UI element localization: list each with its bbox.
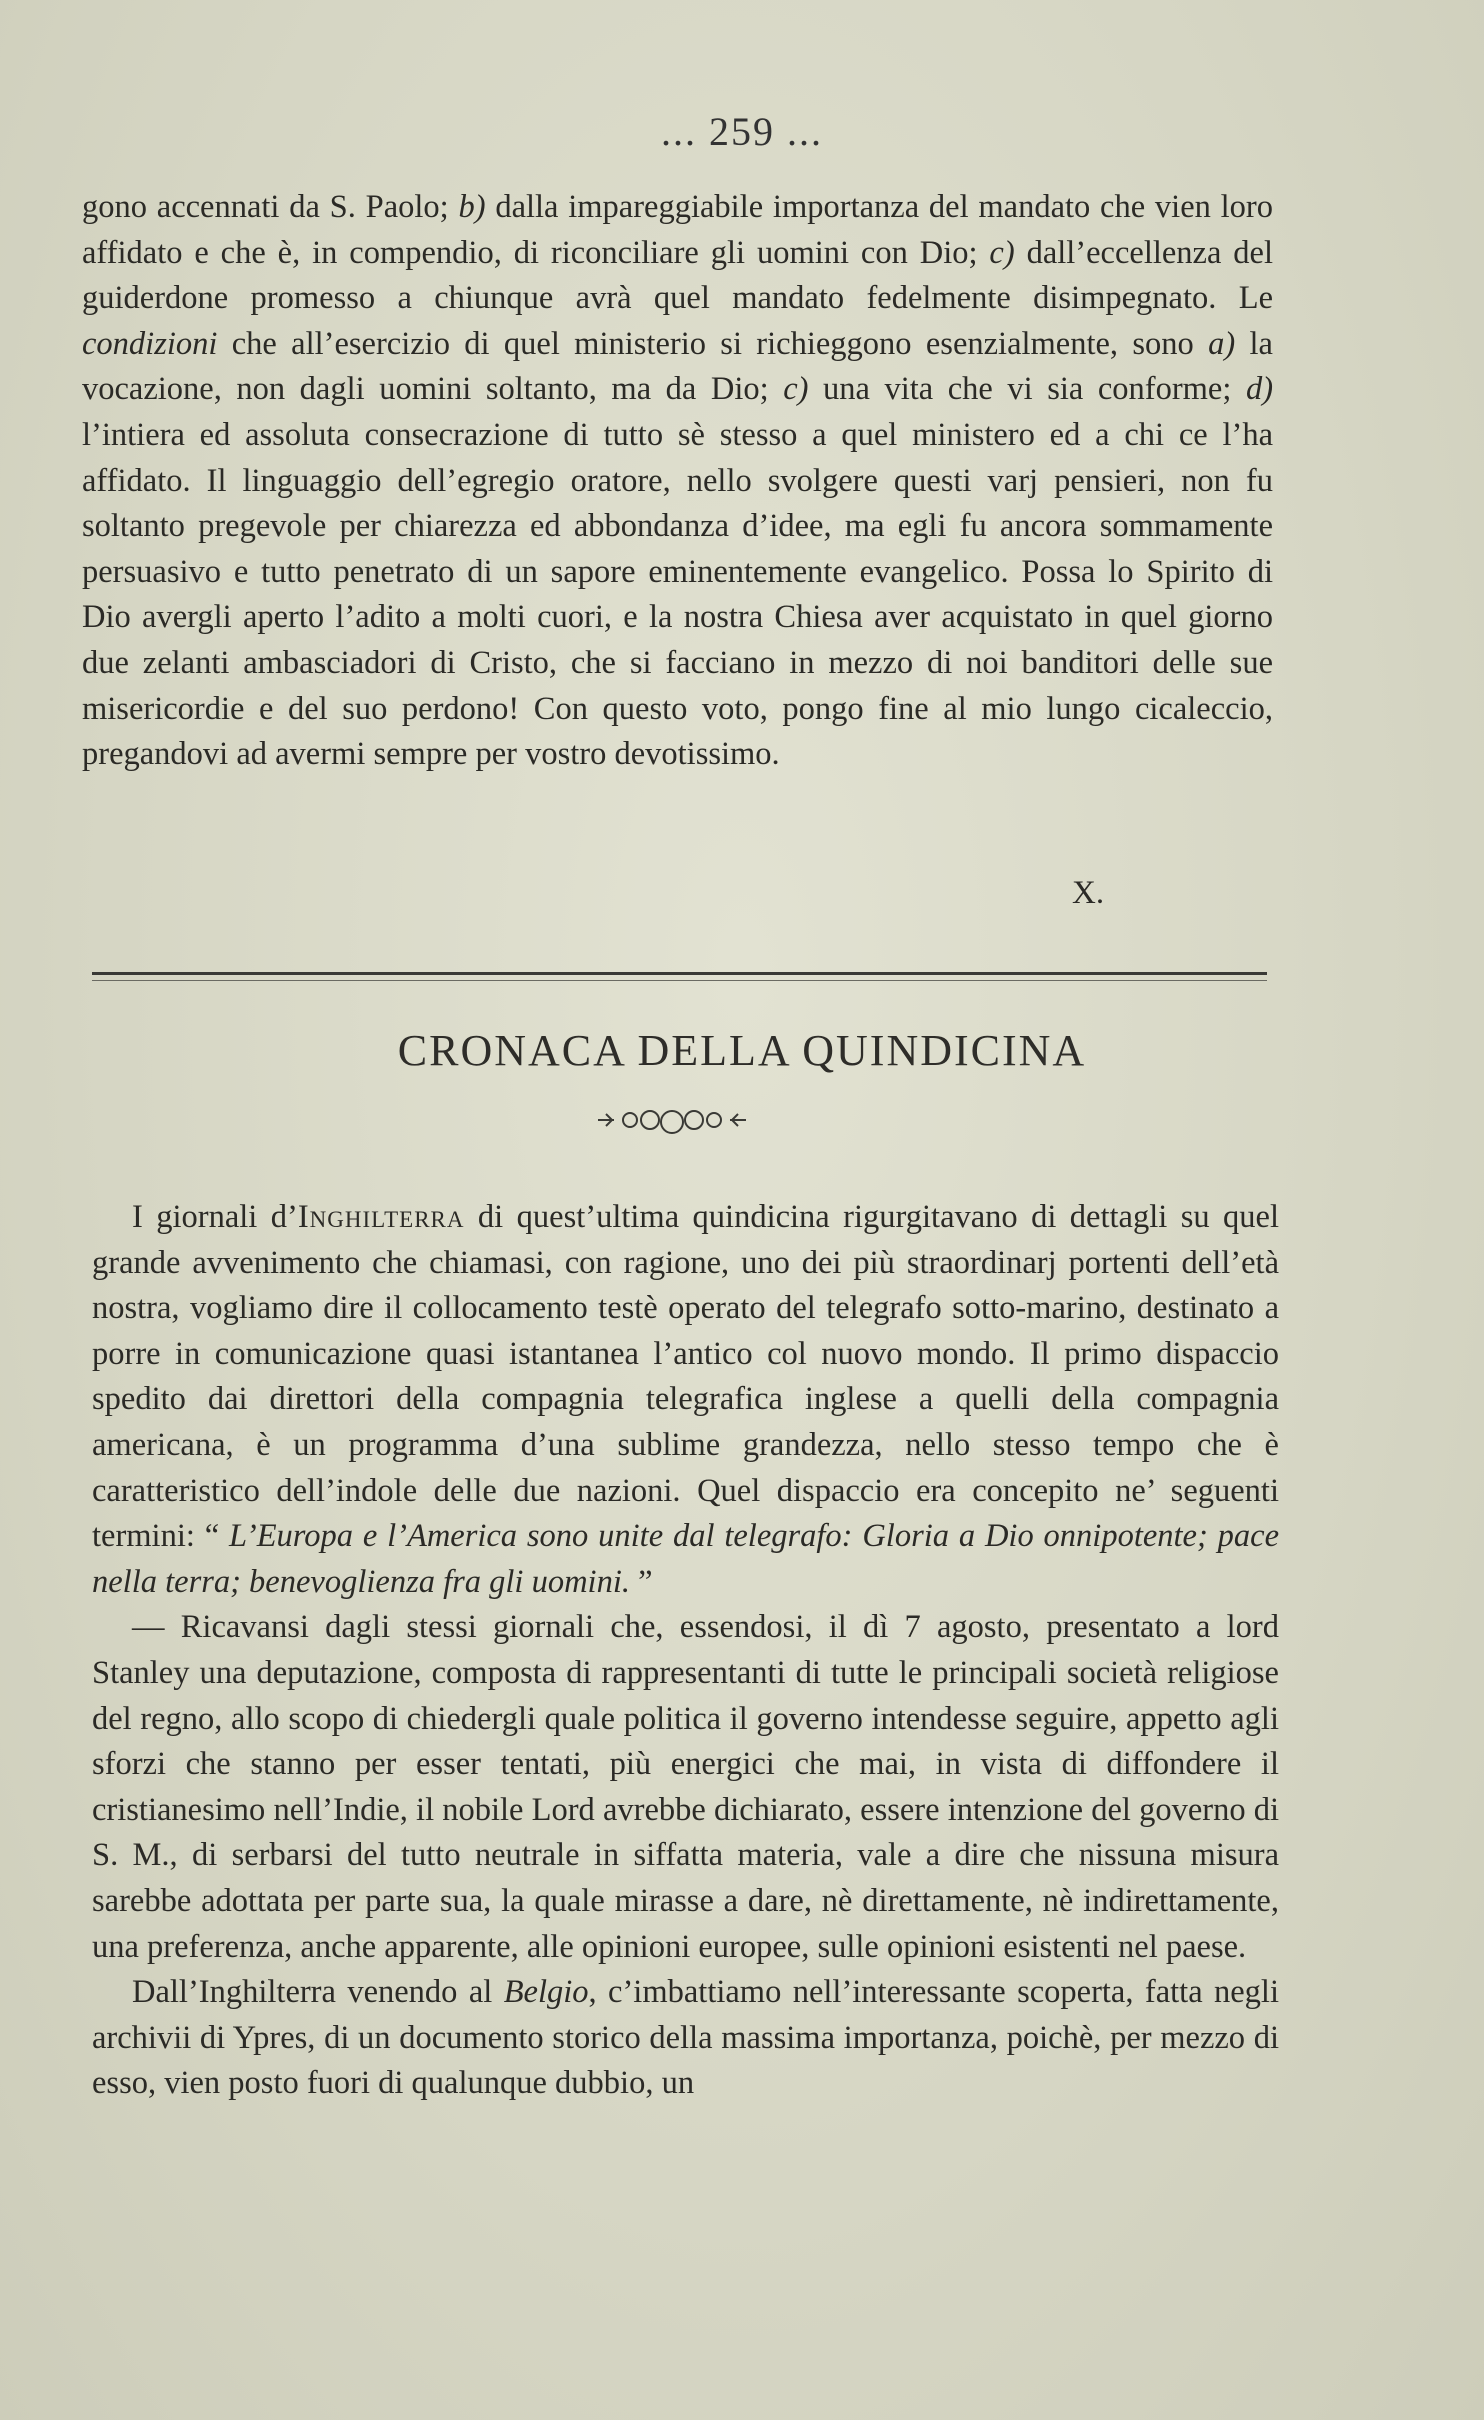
section-title: CRONACA DELLA QUINDICINA — [397, 1026, 1087, 1075]
page-number: ... 259 ... — [661, 109, 823, 154]
chronicle-paragraph-1: I giornali d’Inghilterra di quest’ultima quindicina rigurgitavano di dettagli su quel grande avvenimento che chiamasi, con ragione, uno dei più straordinarj portenti dell’età nostra, vogliamo dire il collocamento testè operato del telegrafo sotto-marino, destinato a porre in comunicazione quasi istantanea l’antico col nuovo mondo. Il primo dispaccio spedito dai direttori della compagnia telegrafica inglese a quelli della compagnia americana, è un programma d’una sublime grandezza, nello stesso tempo che è caratteristico dell’indole delle due nazioni. Quel dispaccio era concepito ne’ seguenti termini: “ L’Europa e l’America sono unite dal telegrafo: Gloria a Dio onnipotente; pace nella terra; benevoglienza fra gli uomini. ” — [92, 1199, 1279, 1600]
chronicle-paragraph-2: — Ricavansi dagli stessi giornali che, essendosi, il dì 7 agosto, presentato a lord Stanley una deputazione, composta di rappresentanti di tutte le principali società religiose del regno, allo scopo di chiedergli quale politica il governo intendesse seguire, appetto agli sforzi che stanno per esser tentati, più energici che mai, in vista di diffondere il cristianesimo nell’Indie, il nobile Lord avrebbe dichiarato, essere intenzione del governo di S. M., di serbarsi del tutto neutrale in siffatta materia, vale a dire che nissuna misura sarebbe adottata per parte sua, la quale mirasse a dare, nè direttamente, nè indirettamente, una preferenza, anche apparente, alle opinioni europee, sulle opinioni esistenti nel paese. — [92, 1609, 1279, 1965]
chronicle-paragraph-3: Dall’Inghilterra venendo al Belgio, c’imbattiamo nell’interessante scoperta, fatta negli archivii di Ypres, di un documento storico della massima importanza, poichè, per mezzo di esso, vien posto fuori di qualunque dubbio, un — [92, 1974, 1279, 2102]
chronicle-text-block — [92, 1195, 1279, 2107]
section-divider — [92, 972, 1267, 975]
ornament-flourish-icon — [592, 1102, 752, 1138]
upper-text-block — [82, 185, 1273, 778]
section-divider-thin — [92, 980, 1267, 981]
letter-signature: X. — [1072, 875, 1105, 911]
letter-closing-paragraph: gono accennati da S. Paolo; b) dalla impareggiabile importanza del mandato che vien loro affidato e che è, in compendio, di riconciliare gli uomini con Dio; c) dall’eccellenza del guiderdone promesso a chiunque avrà quel mandato fedelmente disimpegnato. Le condizioni che all’esercizio di quel ministerio si richieggono esenzialmente, sono a) la vocazione, non dagli uomini soltanto, ma da Dio; c) una vita che vi sia conforme; d) l’intiera ed assoluta consecrazione di tutto sè stesso a quel ministero ed a chi ce l’ha affidato. Il linguaggio dell’egregio oratore, nello svolgere questi varj pensieri, non fu soltanto pregevole per chiarezza ed abbondanza d’idee, ma egli fu ancora sommamente persuasivo e tutto penetrato di un sapore eminentemente evangelico. Possa lo Spirito di Dio avergli aperto l’adito a molti cuori, e la nostra Chiesa aver acquistato in quel giorno due zelanti ambasciadori di Cristo, che si facciano in mezzo di noi banditori delle sue misericordie e del suo perdono! Con questo voto, pongo fine al mio lungo cicaleccio, pregandovi ad avermi sempre per vostro devotissimo. — [82, 189, 1274, 773]
